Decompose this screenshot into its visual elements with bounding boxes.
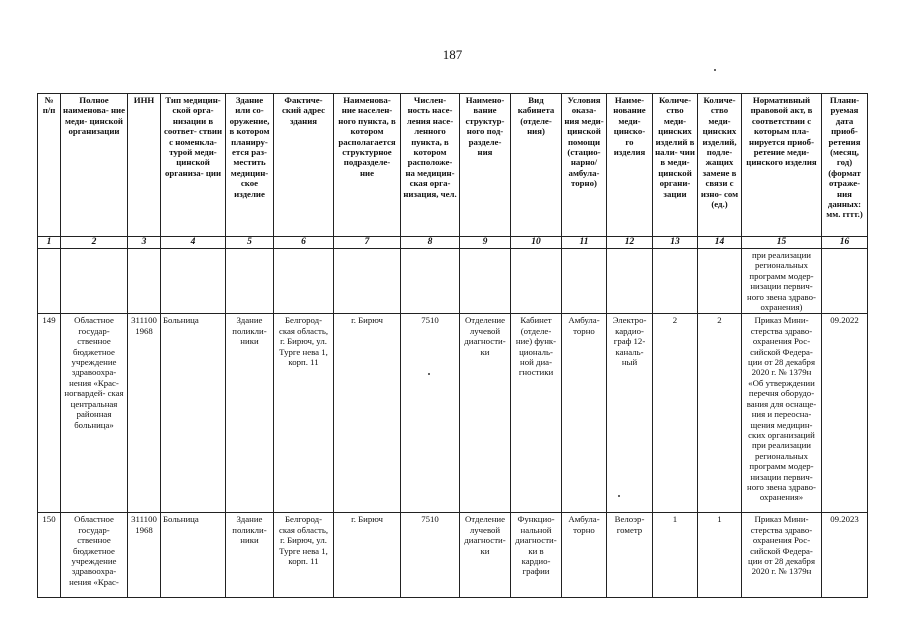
table-cell xyxy=(511,249,562,314)
row-number-cell: 149 xyxy=(38,314,61,513)
equipment-register-table xyxy=(37,93,868,598)
col-header-address: Фактиче- ский адрес здания xyxy=(274,94,334,237)
column-number: 5 xyxy=(226,237,274,249)
column-number: 1 xyxy=(38,237,61,249)
column-number-row xyxy=(38,237,868,249)
cabinet-cell: Функцио- нальной диагности- ки в кардио- графии xyxy=(511,513,562,598)
subdivision-cell: Отделение лучевой диагности- ки xyxy=(460,314,511,513)
column-number: 3 xyxy=(128,237,161,249)
table-cell xyxy=(562,249,607,314)
table-cell xyxy=(653,249,698,314)
address-cell: Белгород- ская область, г. Бирюч, ул. Турге нева 1, корп. 11 xyxy=(274,314,334,513)
table-cell xyxy=(460,249,511,314)
building-cell: Здание поликли- ники xyxy=(226,513,274,598)
building-cell: Здание поликли- ники xyxy=(226,314,274,513)
col-header-act: Нормативный правовой акт, в соответствии с которым пла- нируется приоб- ретение меди- цинского изделия xyxy=(742,94,822,237)
legal-act-cell: Приказ Мини- стерства здраво- охранения Рос- сийской Федера- ции от 28 декабря 2020 г. № 1379н «Об утверждении перечня оборудо- вания для оснаще- ния и переосна- щения медицин- ских организаций при реализации региональных программ модер- низации первич- ного звена здраво- охранения» xyxy=(742,314,822,513)
org-name-cell: Областное государ- ственное бюджетное учреждение здравоохра- нения «Крас- ногвардей- ская центральная районная больница» xyxy=(61,314,128,513)
col-header-qty-replace: Количе- ство меди- цинских изделий, подле- жащих замене в связи с изно- сом (ед.) xyxy=(698,94,742,237)
col-header-qty-available: Количе- ство меди- цинских изделий в нали- чии в меди- цинской органи- зации xyxy=(653,94,698,237)
table-cell xyxy=(226,249,274,314)
column-number: 13 xyxy=(653,237,698,249)
qty-available-cell: 2 xyxy=(653,314,698,513)
conditions-cell: Амбула- торно xyxy=(562,314,607,513)
table-cell xyxy=(401,249,460,314)
table-row xyxy=(38,513,868,598)
address-cell: Белгород- ская область, г. Бирюч, ул. Турге нева 1, корп. 11 xyxy=(274,513,334,598)
table-row xyxy=(38,314,868,513)
table-cell xyxy=(161,249,226,314)
table-cell xyxy=(274,249,334,314)
column-number: 11 xyxy=(562,237,607,249)
header-row xyxy=(38,94,868,237)
scan-speck xyxy=(714,69,716,71)
org-name-cell: Областное государ- ственное бюджетное учреждение здравоохра- нения «Крас- xyxy=(61,513,128,598)
purchase-date-cell: 09.2023 xyxy=(822,513,868,598)
column-number: 10 xyxy=(511,237,562,249)
org-type-cell: Больница xyxy=(161,314,226,513)
column-number: 12 xyxy=(607,237,653,249)
column-number: 9 xyxy=(460,237,511,249)
conditions-cell: Амбула- торно xyxy=(562,513,607,598)
org-type-cell: Больница xyxy=(161,513,226,598)
table-cell xyxy=(38,249,61,314)
column-number: 6 xyxy=(274,237,334,249)
row-number-cell: 150 xyxy=(38,513,61,598)
continuation-act-cell: при реализации региональных программ модер- низации первич- ного звена здраво- охранения) xyxy=(742,249,822,314)
table-cell xyxy=(128,249,161,314)
col-header-org: Полное наименова- ние меди- цинской организации xyxy=(61,94,128,237)
table-cell xyxy=(822,249,868,314)
population-cell: 7510 xyxy=(401,513,460,598)
table-cell xyxy=(607,249,653,314)
population-cell: 7510 xyxy=(401,314,460,513)
col-header-building: Здание или со- оружение, в котором планиру- ется раз- местить медицин- ское изделие xyxy=(226,94,274,237)
col-header-date: Плани- руемая дата приоб- ретения (месяц, год) (формат отраже- ния данных: мм. гггг.) xyxy=(822,94,868,237)
table-cell xyxy=(61,249,128,314)
table-cell xyxy=(334,249,401,314)
column-number: 16 xyxy=(822,237,868,249)
col-header-num: № п/п xyxy=(38,94,61,237)
col-header-type: Тип медицин- ской орга- низации в соответ- ствии с номенкла- турой меди- цинской организа- ции xyxy=(161,94,226,237)
subdivision-cell: Отделение лучевой диагности- ки xyxy=(460,513,511,598)
purchase-date-cell: 09.2022 xyxy=(822,314,868,513)
col-header-locality: Наименова- ние населен- ного пункта, в котором располагается структурное подразделе- ние xyxy=(334,94,401,237)
col-header-inn: ИНН xyxy=(128,94,161,237)
col-header-subdivision: Наимено- вание структур- ного под- разделе- ния xyxy=(460,94,511,237)
qty-available-cell: 1 xyxy=(653,513,698,598)
column-number: 2 xyxy=(61,237,128,249)
device-cell: Велоэр- гометр xyxy=(607,513,653,598)
qty-replace-cell: 1 xyxy=(698,513,742,598)
inn-cell: 311100 1968 xyxy=(128,314,161,513)
locality-cell: г. Бирюч xyxy=(334,513,401,598)
locality-cell: г. Бирюч xyxy=(334,314,401,513)
column-number: 14 xyxy=(698,237,742,249)
col-header-conditions: Условия оказа- ния меди- цинской помощи (стацио- нарно/ амбула- торно) xyxy=(562,94,607,237)
qty-replace-cell: 2 xyxy=(698,314,742,513)
column-number: 8 xyxy=(401,237,460,249)
table-cell xyxy=(698,249,742,314)
device-cell: Электро- кардио- граф 12- каналь- ный xyxy=(607,314,653,513)
col-header-population: Числен- ность насе- ления насе- ленного пункта, в котором расположе- на медицин- ская орга- низация, чел. xyxy=(401,94,460,237)
cabinet-cell: Кабинет (отделе- ние) функ- циональ- ной диа- гностики xyxy=(511,314,562,513)
legal-act-cell: Приказ Мини- стерства здраво- охранения Рос- сийской Федера- ции от 28 декабря 2020 г. № 1379н xyxy=(742,513,822,598)
continuation-row xyxy=(38,249,868,314)
column-number: 7 xyxy=(334,237,401,249)
column-number: 4 xyxy=(161,237,226,249)
col-header-cabinet: Вид кабинета (отделе- ния) xyxy=(511,94,562,237)
inn-cell: 311100 1968 xyxy=(128,513,161,598)
page-number: 187 xyxy=(442,47,463,62)
col-header-device: Наиме- нование меди- цинско- го изделия xyxy=(607,94,653,237)
column-number: 15 xyxy=(742,237,822,249)
